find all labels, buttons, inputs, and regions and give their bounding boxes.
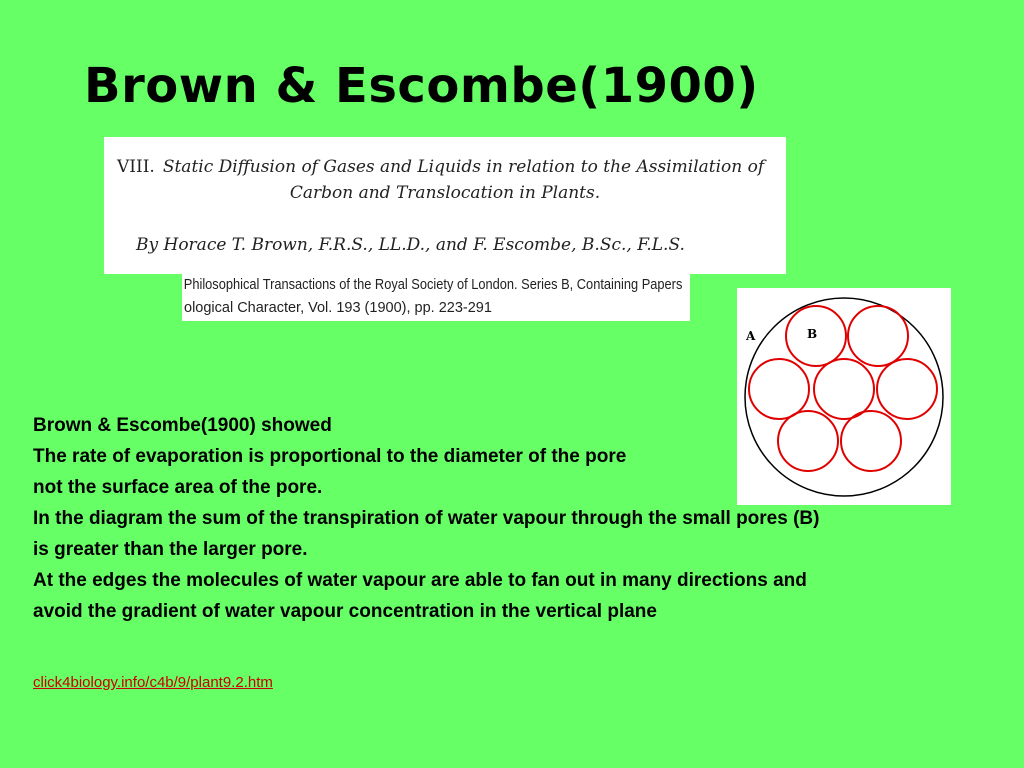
- paper-title-line1: VIII. Static Diffusion of Gases and Liquids in relation to the Assimilation of: [117, 157, 765, 177]
- paper-header-image: [104, 137, 786, 274]
- citation-line2: ological Character, Vol. 193 (1900), pp. 223-291: [184, 300, 492, 316]
- slide-title: Brown & Escombe(1900): [84, 58, 759, 114]
- body-text: [33, 410, 819, 627]
- small-pore: [814, 359, 874, 419]
- body-line: is greater than the larger pore.: [33, 539, 308, 560]
- citation-line1: Philosophical Transactions of the Royal Society of London. Series B, Containing Papers: [183, 277, 683, 293]
- body-line: In the diagram the sum of the transpiration of water vapour through the small pores (B): [33, 508, 820, 529]
- paper-authors: By Horace T. Brown, F.R.S., LL.D., and F. Escombe, B.Sc., F.L.S.: [136, 235, 685, 255]
- citation-image: [182, 272, 690, 321]
- paper-number: VIII.: [117, 157, 155, 177]
- source-link[interactable]: click4biology.info/c4b/9/plant9.2.htm: [33, 674, 273, 691]
- small-pore: [841, 411, 901, 471]
- small-pore: [848, 306, 908, 366]
- body-line: not the surface area of the pore.: [33, 477, 323, 498]
- small-pore: [877, 359, 937, 419]
- paper-title-line2: Carbon and Translocation in Plants.: [289, 183, 601, 203]
- body-line: avoid the gradient of water vapour concentration in the vertical plane: [33, 601, 657, 622]
- label-a: A: [746, 329, 756, 343]
- body-line: At the edges the molecules of water vapour are able to fan out in many directions and: [33, 570, 807, 591]
- label-b: B: [807, 327, 818, 341]
- body-line: Brown & Escombe(1900) showed: [33, 415, 332, 436]
- body-line: The rate of evaporation is proportional to the diameter of the pore: [33, 446, 627, 467]
